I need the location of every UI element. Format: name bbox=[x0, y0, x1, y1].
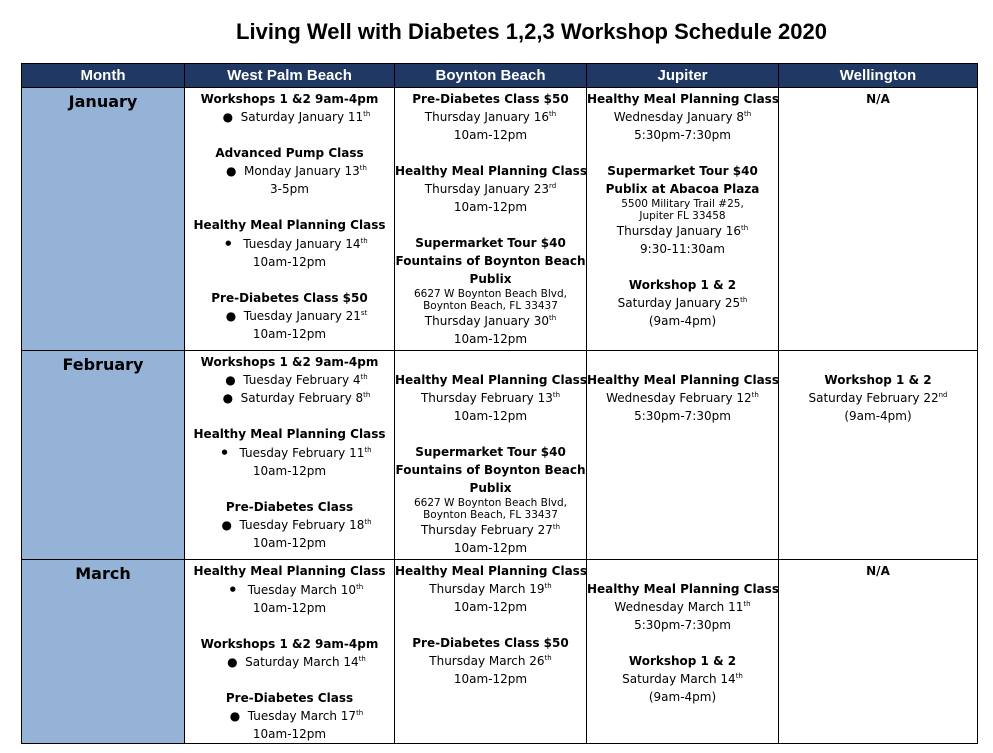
event-date: Saturday January 11 bbox=[240, 110, 364, 124]
event-title: Workshop 1 & 2 bbox=[628, 654, 737, 668]
event-address: Jupiter FL 33458 bbox=[639, 210, 726, 222]
event-time: 10am-12pm bbox=[453, 409, 528, 423]
event-time: 3-5pm bbox=[270, 182, 309, 196]
event-title: Pre-Diabetes Class bbox=[225, 500, 354, 514]
date-suffix: th bbox=[743, 600, 751, 608]
date-suffix: th bbox=[549, 110, 557, 118]
event-date: Saturday March 14 bbox=[622, 672, 736, 686]
page-title: Living Well with Diabetes 1,2,3 Workshop Schedule 2020 bbox=[236, 19, 827, 44]
event-date: Wednesday January 8 bbox=[613, 110, 745, 124]
event-time: 10am-12pm bbox=[252, 601, 327, 615]
event-time: 10am-12pm bbox=[252, 255, 327, 269]
cell-march-wellington bbox=[779, 560, 978, 744]
date-suffix: th bbox=[359, 164, 367, 172]
month-cell-january: January bbox=[22, 88, 185, 351]
event-date: Thursday January 16 bbox=[616, 224, 741, 238]
header-row bbox=[22, 64, 978, 88]
event-title: Healthy Meal Planning Class bbox=[587, 92, 779, 106]
event-date: Thursday January 23 bbox=[424, 182, 549, 196]
event-address: Boynton Beach, FL 33437 bbox=[423, 509, 558, 521]
table-row-february bbox=[22, 351, 978, 560]
month-cell-march: March bbox=[22, 560, 185, 744]
event-date: Tuesday January 14 bbox=[243, 237, 361, 251]
event-time: 10am-12pm bbox=[453, 332, 528, 346]
month-cell-february: February bbox=[22, 351, 185, 560]
date-suffix: th bbox=[364, 518, 372, 526]
date-suffix: rd bbox=[549, 182, 557, 190]
event-title: Workshops 1 &2 9am-4pm bbox=[200, 92, 379, 106]
event-time: (9am-4pm) bbox=[844, 409, 912, 423]
event-date: Thursday February 27 bbox=[420, 523, 553, 537]
event-date: Thursday February 13 bbox=[420, 391, 553, 405]
header-month: Month bbox=[22, 64, 185, 88]
event-date: Tuesday March 10 bbox=[247, 583, 357, 597]
bullet-icon: ● bbox=[225, 239, 232, 247]
event-title: Workshops 1 &2 9am-4pm bbox=[200, 355, 379, 369]
event-title: Healthy Meal Planning Class bbox=[587, 582, 779, 596]
event-time: 5:30pm-7:30pm bbox=[634, 409, 731, 423]
date-suffix: th bbox=[735, 672, 743, 680]
event-title: Pre-Diabetes Class $50 bbox=[211, 291, 368, 305]
event-date: Tuesday February 4 bbox=[243, 373, 361, 387]
not-available: N/A bbox=[866, 92, 890, 106]
cell-february-wellington bbox=[779, 351, 978, 560]
header-boynton-beach: Boynton Beach bbox=[395, 64, 587, 88]
event-address: 6627 W Boynton Beach Blvd, bbox=[413, 288, 567, 300]
table-row-march bbox=[22, 560, 978, 744]
event-address: 6627 W Boynton Beach Blvd, bbox=[413, 497, 567, 509]
event-date: Saturday February 22 bbox=[808, 391, 939, 405]
date-suffix: th bbox=[751, 391, 759, 399]
date-suffix: th bbox=[549, 314, 557, 322]
event-title: Healthy Meal Planning Class bbox=[587, 373, 779, 387]
date-suffix: th bbox=[744, 110, 752, 118]
event-title: Healthy Meal Planning Class bbox=[395, 164, 587, 178]
event-time: (9am-4pm) bbox=[648, 314, 717, 328]
date-suffix: th bbox=[364, 446, 372, 454]
event-time: (9am-4pm) bbox=[648, 690, 717, 704]
cell-january-wellington bbox=[779, 88, 978, 351]
event-time: 10am-12pm bbox=[453, 600, 528, 614]
not-available: N/A bbox=[866, 564, 890, 578]
event-date: Tuesday February 11 bbox=[239, 446, 365, 460]
event-date: Thursday March 26 bbox=[429, 654, 545, 668]
bullet-icon: ● bbox=[222, 391, 234, 405]
cell-march-boynton-beach bbox=[395, 560, 587, 744]
bullet-icon: ● bbox=[221, 448, 228, 456]
bullet-icon: ● bbox=[225, 309, 237, 323]
event-location: Fountains of Boynton Beach bbox=[395, 463, 586, 477]
event-title: Supermarket Tour $40 bbox=[415, 236, 566, 250]
bullet-icon: ● bbox=[229, 585, 236, 593]
event-date: Saturday January 25 bbox=[617, 296, 741, 310]
cell-february-jupiter bbox=[587, 351, 779, 560]
cell-march-west-palm-beach bbox=[185, 560, 395, 744]
cell-february-west-palm-beach bbox=[185, 351, 395, 560]
header-jupiter: Jupiter bbox=[587, 64, 779, 88]
event-title: Workshop 1 & 2 bbox=[628, 278, 737, 292]
bullet-icon: ● bbox=[222, 110, 234, 124]
date-suffix: th bbox=[740, 296, 748, 304]
cell-january-west-palm-beach bbox=[185, 88, 395, 351]
event-title: Advanced Pump Class bbox=[215, 146, 364, 160]
event-date: Thursday January 30 bbox=[424, 314, 549, 328]
date-suffix: th bbox=[544, 654, 552, 662]
event-location: Publix at Abacoa Plaza bbox=[605, 182, 760, 196]
event-time: 10am-12pm bbox=[453, 128, 528, 142]
event-date: Wednesday February 12 bbox=[606, 391, 752, 405]
event-date: Wednesday March 11 bbox=[614, 600, 744, 614]
event-date: Thursday March 19 bbox=[429, 582, 545, 596]
event-time: 9:30-11:30am bbox=[640, 242, 725, 256]
event-title: Pre-Diabetes Class bbox=[225, 691, 354, 705]
date-suffix: th bbox=[360, 237, 368, 245]
date-suffix: th bbox=[356, 709, 364, 717]
bullet-icon: ● bbox=[227, 655, 238, 669]
event-title: Healthy Meal Planning Class bbox=[395, 373, 587, 387]
event-title: Supermarket Tour $40 bbox=[415, 445, 566, 459]
cell-january-jupiter bbox=[587, 88, 779, 351]
date-suffix: th bbox=[552, 523, 561, 531]
date-suffix: th bbox=[360, 373, 368, 381]
bullet-icon: ● bbox=[229, 709, 241, 723]
event-time: 5:30pm-7:30pm bbox=[634, 618, 731, 632]
date-suffix: st bbox=[360, 309, 368, 317]
event-date: Tuesday March 17 bbox=[247, 709, 357, 723]
event-address: Boynton Beach, FL 33437 bbox=[423, 300, 558, 312]
date-suffix: th bbox=[741, 224, 749, 232]
event-time: 10am-12pm bbox=[453, 672, 528, 686]
header-wellington: Wellington bbox=[779, 64, 978, 88]
date-suffix: th bbox=[363, 110, 371, 118]
event-time: 10am-12pm bbox=[252, 536, 327, 550]
date-suffix: th bbox=[552, 391, 561, 399]
cell-january-boynton-beach bbox=[395, 88, 587, 351]
event-title: Pre-Diabetes Class $50 bbox=[412, 636, 569, 650]
event-time: 10am-12pm bbox=[453, 541, 528, 555]
bullet-icon: ● bbox=[226, 164, 237, 178]
table-row-january bbox=[22, 88, 978, 351]
date-suffix: nd bbox=[938, 391, 948, 399]
date-suffix: th bbox=[363, 391, 371, 399]
event-title: Healthy Meal Planning Class bbox=[193, 564, 386, 578]
cell-march-jupiter bbox=[587, 560, 779, 744]
event-address: 5500 Military Trail #25, bbox=[621, 198, 744, 210]
event-title: Healthy Meal Planning Class bbox=[395, 564, 587, 578]
date-suffix: th bbox=[356, 583, 364, 591]
event-title: Workshops 1 &2 9am-4pm bbox=[200, 637, 379, 651]
event-time: 10am-12pm bbox=[252, 327, 327, 341]
bullet-icon: ● bbox=[225, 373, 236, 387]
event-time: 5:30pm-7:30pm bbox=[634, 128, 731, 142]
event-time: 10am-12pm bbox=[252, 464, 327, 478]
bullet-icon: ● bbox=[221, 518, 232, 532]
event-date: Saturday February 8 bbox=[240, 391, 364, 405]
event-title: Pre-Diabetes Class $50 bbox=[412, 92, 569, 106]
event-date: Thursday January 16 bbox=[424, 110, 549, 124]
event-location: Publix bbox=[469, 481, 512, 495]
event-time: 10am-12pm bbox=[453, 200, 528, 214]
event-title: Workshop 1 & 2 bbox=[824, 373, 932, 387]
event-title: Healthy Meal Planning Class bbox=[193, 218, 386, 232]
header-west-palm-beach: West Palm Beach bbox=[185, 64, 395, 88]
event-date: Monday January 13 bbox=[244, 164, 360, 178]
event-date: Saturday March 14 bbox=[245, 655, 359, 669]
event-date: Tuesday February 18 bbox=[239, 518, 365, 532]
event-time: 10am-12pm bbox=[252, 727, 327, 741]
date-suffix: th bbox=[544, 582, 552, 590]
schedule-table bbox=[21, 63, 978, 744]
cell-february-boynton-beach bbox=[395, 351, 587, 560]
event-location: Publix bbox=[469, 272, 512, 286]
event-location: Fountains of Boynton Beach bbox=[395, 254, 586, 268]
event-title: Healthy Meal Planning Class bbox=[193, 427, 386, 441]
event-title: Supermarket Tour $40 bbox=[607, 164, 758, 178]
date-suffix: th bbox=[358, 655, 366, 663]
event-date: Tuesday January 21 bbox=[243, 309, 361, 323]
